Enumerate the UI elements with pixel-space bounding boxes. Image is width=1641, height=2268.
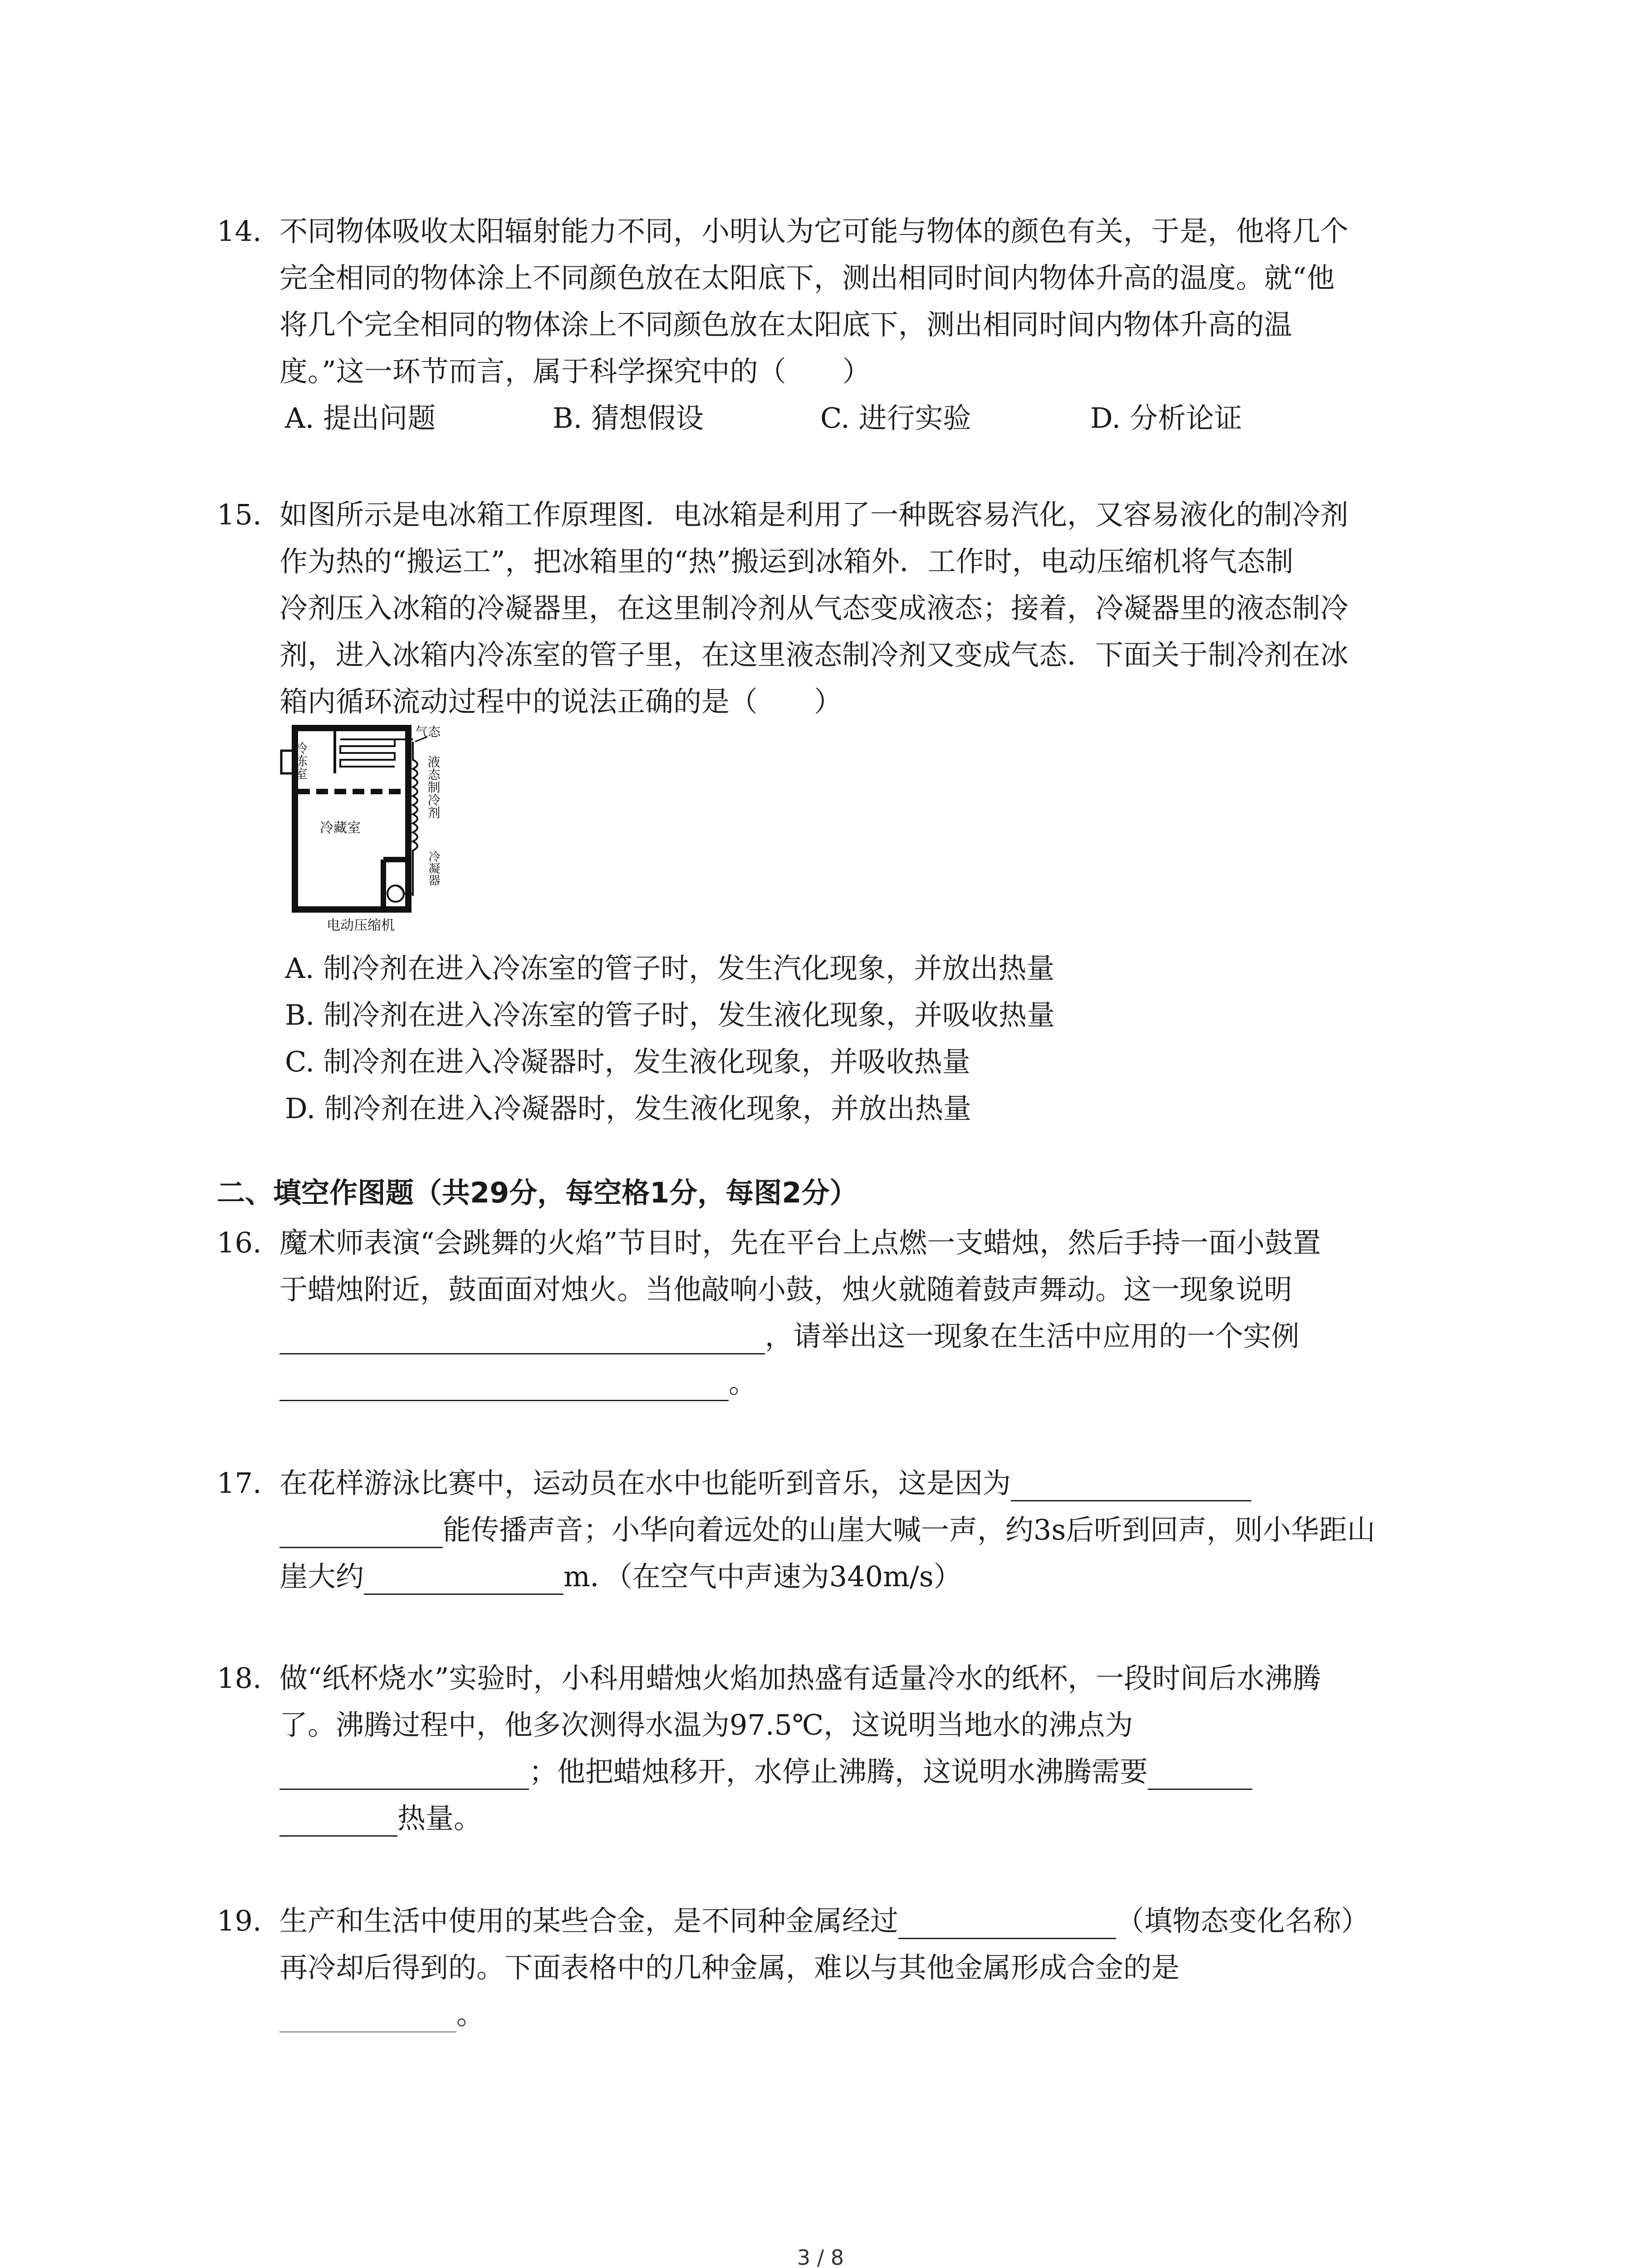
question-text-line: 不同物体吸收太阳辐射能力不同，小明认为它可能与物体的颜色有关，于是，他将几个 — [279, 215, 1349, 248]
blank-suffix: 。 — [456, 1998, 485, 2031]
question-text-line — [279, 1512, 1375, 1548]
option-d: D. 分析论证 — [1090, 401, 1242, 435]
question-text-line: 完全相同的物体涂上不同颜色放在太阳底下，测出相同时间内物体升高的温度。就“他 — [279, 261, 1335, 294]
question-text-line: 冷剂压入冰箱的冷凝器里，在这里制冷剂从气态变成液态；接着，冷凝器里的液态制冷 — [279, 591, 1349, 625]
question-text-line: 将几个完全相同的物体涂上不同颜色放在太阳底下，测出相同时间内物体升高的温 — [279, 308, 1293, 341]
question-number: 16. — [217, 1226, 262, 1259]
question-text-line: 魔术师表演“会跳舞的火焰”节目时，先在平台上点燃一支蜡烛，然后手持一面小鼓置 — [279, 1226, 1321, 1259]
question-16 — [217, 1225, 1455, 1415]
section-heading: 二、填空作图题（共29分，每空格1分，每图2分） — [217, 1176, 858, 1209]
blank-suffix: （填物态变化名称） — [1116, 1904, 1370, 1937]
question-14 — [217, 213, 1455, 449]
label-condenser: 冷凝器 — [426, 850, 440, 886]
answer-blank[interactable] — [279, 1804, 397, 1837]
option-b: B. 制冷剂在进入冷冻室的管子时，发生液化现象，并吸收热量 — [285, 998, 1055, 1031]
blank-suffix: 能传播声音；小华向着远处的山崖大喊一声，约3s后听到回声，则小华距山 — [443, 1513, 1376, 1546]
blank-prefix: 崖大约 — [279, 1560, 364, 1593]
question-number: 17. — [217, 1466, 262, 1500]
option-c: C. 制冷剂在进入冷凝器时，发生液化现象，并吸收热量 — [285, 1045, 970, 1078]
question-text-line — [279, 1754, 1252, 1790]
option-b: B. 猜想假设 — [553, 401, 704, 435]
question-text-line: 于蜡烛附近，鼓面面对烛火。当他敲响小鼓，烛火就随着鼓声舞动。这一现象说明 — [279, 1273, 1293, 1306]
question-text-line — [279, 1559, 962, 1595]
question-text-line — [279, 1465, 1251, 1501]
blank-prefix: 生产和生活中使用的某些合金，是不同种金属经过 — [279, 1904, 899, 1937]
question-text-line: 箱内循环流动过程中的说法正确的是（ ） — [279, 685, 843, 718]
answer-blank[interactable] — [279, 1321, 765, 1354]
answer-blank[interactable] — [898, 1906, 1116, 1939]
answer-blank[interactable] — [279, 1999, 456, 2033]
question-text-line: 做“纸杯烧水”实验时，小科用蜡烛火焰加热盛有适量冷水的纸杯，一段时间后水沸腾 — [279, 1662, 1321, 1695]
option-c: C. 进行实验 — [820, 401, 971, 435]
answer-blank[interactable] — [364, 1562, 563, 1595]
question-19 — [217, 1903, 1455, 2048]
question-text-line: 如图所示是电冰箱工作原理图．电冰箱是利用了一种既容易汽化，又容易液化的制冷剂 — [279, 498, 1349, 531]
question-number: 14. — [217, 215, 262, 248]
question-text-line: 度。”这一环节而言，属于科学探究中的（ ） — [279, 355, 871, 388]
option-d: D. 制冷剂在进入冷凝器时，发生液化现象，并放出热量 — [285, 1092, 971, 1125]
question-number: 19. — [217, 1904, 262, 1937]
blank-suffix: m．（在空气中声速为340m/s） — [563, 1560, 962, 1593]
question-text-line — [279, 1318, 1299, 1354]
page-number: 3 / 8 — [797, 2245, 844, 2268]
answer-blank[interactable] — [1011, 1468, 1251, 1501]
question-text-line — [279, 1800, 482, 1837]
label-cold-room: 冷藏室 — [320, 820, 361, 836]
blank-suffix: 。 — [729, 1366, 757, 1399]
label-gas: 气态 — [415, 724, 441, 739]
question-18 — [217, 1660, 1455, 1851]
answer-blank[interactable] — [279, 1757, 529, 1790]
blank-suffix: ，请举出这一现象在生活中应用的一个实例 — [765, 1320, 1300, 1353]
label-compressor: 电动压缩机 — [327, 918, 395, 934]
question-text-line: 剂，进入冰箱内冷冻室的管子里，在这里液态制冷剂又变成气态．下面关于制冷剂在冰 — [279, 638, 1349, 671]
question-number: 18. — [217, 1662, 262, 1695]
answer-blank[interactable] — [279, 1515, 443, 1548]
label-freezer: 冷冻室 — [293, 742, 308, 780]
question-text-line: 作为热的“搬运工”，把冰箱里的“热”搬运到冰箱外．工作时，电动压缩机将气态制 — [279, 545, 1293, 578]
question-text-line: 了。沸腾过程中，他多次测得水温为97.5℃，这说明当地水的沸点为 — [279, 1708, 1133, 1741]
question-text: 在花样游泳比赛中，运动员在水中也能听到音乐，这是因为 — [279, 1466, 1011, 1500]
blank-suffix: ；他把蜡烛移开，水停止沸腾，这说明水沸腾需要 — [529, 1755, 1148, 1788]
refrigerator-diagram — [277, 723, 485, 937]
question-text-line — [279, 1996, 485, 2033]
answer-blank[interactable] — [1148, 1757, 1252, 1790]
option-a: A. 制冷剂在进入冷冻室的管子时，发生汽化现象，并放出热量 — [285, 952, 1055, 985]
question-number: 15. — [217, 498, 262, 531]
option-a: A. 提出问题 — [285, 401, 436, 435]
question-text-line — [279, 1903, 1369, 1939]
question-17 — [217, 1465, 1455, 1610]
question-text-line — [279, 1365, 757, 1401]
blank-suffix: 热量。 — [397, 1802, 482, 1835]
answer-blank[interactable] — [279, 1368, 729, 1401]
label-liquid-refrigerant: 液态制冷剂 — [426, 755, 441, 819]
question-text-line: 再冷却后得到的。下面表格中的几种金属，难以与其他金属形成合金的是 — [279, 1951, 1180, 1984]
